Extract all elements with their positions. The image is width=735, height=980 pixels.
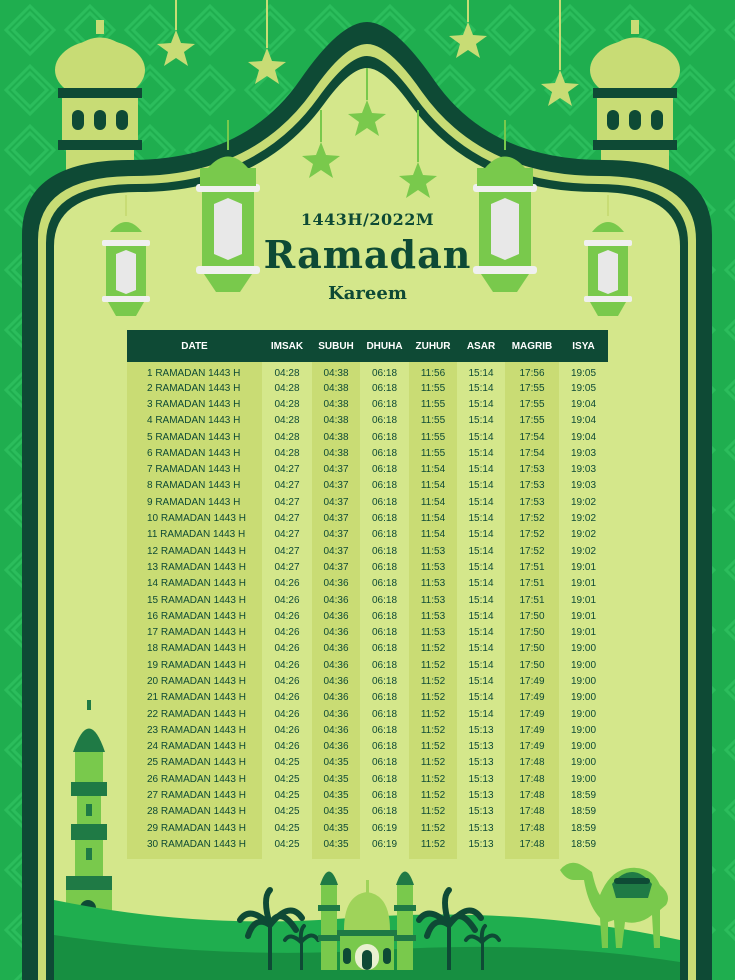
col-header-asar: ASAR bbox=[457, 330, 505, 362]
cell-asar: 15:14 bbox=[457, 527, 505, 543]
table-row bbox=[127, 755, 608, 771]
cell-subuh: 04:37 bbox=[312, 559, 360, 575]
cell-asar: 15:13 bbox=[457, 836, 505, 858]
cell-zuhur: 11:53 bbox=[409, 576, 457, 592]
cell-magrib: 17:50 bbox=[505, 608, 559, 624]
cell-magrib: 17:49 bbox=[505, 706, 559, 722]
cell-subuh: 04:37 bbox=[312, 510, 360, 526]
cell-date: 24 RAMADAN 1443 H bbox=[127, 739, 262, 755]
cell-subuh: 04:37 bbox=[312, 543, 360, 559]
cell-isya: 19:04 bbox=[559, 396, 608, 412]
cell-asar: 15:13 bbox=[457, 787, 505, 803]
star-icon bbox=[248, 0, 286, 84]
cell-zuhur: 11:52 bbox=[409, 771, 457, 787]
cell-asar: 15:13 bbox=[457, 739, 505, 755]
cell-isya: 19:04 bbox=[559, 429, 608, 445]
table-row bbox=[127, 380, 608, 396]
cell-zuhur: 11:52 bbox=[409, 690, 457, 706]
table-row bbox=[127, 576, 608, 592]
cell-isya: 19:00 bbox=[559, 641, 608, 657]
cell-zuhur: 11:54 bbox=[409, 461, 457, 477]
cell-subuh: 04:36 bbox=[312, 657, 360, 673]
cell-date: 9 RAMADAN 1443 H bbox=[127, 494, 262, 510]
cell-dhuha: 06:18 bbox=[360, 624, 409, 640]
cell-asar: 15:14 bbox=[457, 461, 505, 477]
cell-zuhur: 11:52 bbox=[409, 836, 457, 858]
cell-zuhur: 11:55 bbox=[409, 429, 457, 445]
cell-isya: 19:00 bbox=[559, 706, 608, 722]
cell-subuh: 04:35 bbox=[312, 771, 360, 787]
cell-subuh: 04:38 bbox=[312, 380, 360, 396]
cell-dhuha: 06:18 bbox=[360, 413, 409, 429]
cell-magrib: 17:54 bbox=[505, 429, 559, 445]
cell-date: 30 RAMADAN 1443 H bbox=[127, 836, 262, 858]
cell-asar: 15:14 bbox=[457, 624, 505, 640]
col-header-isya: ISYA bbox=[559, 330, 608, 362]
cell-date: 18 RAMADAN 1443 H bbox=[127, 641, 262, 657]
col-header-dhuha: DHUHA bbox=[360, 330, 409, 362]
page-subtitle: Kareem bbox=[328, 283, 407, 304]
cell-date: 25 RAMADAN 1443 H bbox=[127, 755, 262, 771]
table-header-row bbox=[127, 330, 608, 362]
cell-asar: 15:13 bbox=[457, 804, 505, 820]
cell-imsak: 04:28 bbox=[262, 413, 312, 429]
cell-asar: 15:14 bbox=[457, 445, 505, 461]
cell-zuhur: 11:55 bbox=[409, 396, 457, 412]
cell-dhuha: 06:18 bbox=[360, 706, 409, 722]
cell-asar: 15:14 bbox=[457, 706, 505, 722]
cell-subuh: 04:36 bbox=[312, 722, 360, 738]
cell-dhuha: 06:18 bbox=[360, 527, 409, 543]
cell-magrib: 17:49 bbox=[505, 673, 559, 689]
table-row bbox=[127, 413, 608, 429]
cell-subuh: 04:36 bbox=[312, 706, 360, 722]
cell-isya: 19:00 bbox=[559, 657, 608, 673]
cell-date: 23 RAMADAN 1443 H bbox=[127, 722, 262, 738]
cell-dhuha: 06:18 bbox=[360, 722, 409, 738]
cell-date: 21 RAMADAN 1443 H bbox=[127, 690, 262, 706]
star-icon bbox=[157, 0, 195, 66]
cell-imsak: 04:26 bbox=[262, 592, 312, 608]
cell-zuhur: 11:55 bbox=[409, 413, 457, 429]
cell-subuh: 04:37 bbox=[312, 461, 360, 477]
cell-magrib: 17:55 bbox=[505, 396, 559, 412]
cell-date: 13 RAMADAN 1443 H bbox=[127, 559, 262, 575]
cell-magrib: 17:51 bbox=[505, 592, 559, 608]
cell-dhuha: 06:18 bbox=[360, 755, 409, 771]
cell-subuh: 04:38 bbox=[312, 445, 360, 461]
cell-imsak: 04:28 bbox=[262, 396, 312, 412]
cell-date: 26 RAMADAN 1443 H bbox=[127, 771, 262, 787]
cell-subuh: 04:36 bbox=[312, 576, 360, 592]
cell-isya: 19:00 bbox=[559, 771, 608, 787]
cell-zuhur: 11:53 bbox=[409, 592, 457, 608]
cell-zuhur: 11:52 bbox=[409, 673, 457, 689]
cell-dhuha: 06:18 bbox=[360, 510, 409, 526]
cell-asar: 15:14 bbox=[457, 478, 505, 494]
cell-isya: 19:02 bbox=[559, 527, 608, 543]
cell-magrib: 17:52 bbox=[505, 527, 559, 543]
cell-asar: 15:14 bbox=[457, 510, 505, 526]
cell-imsak: 04:28 bbox=[262, 362, 312, 380]
cell-date: 11 RAMADAN 1443 H bbox=[127, 527, 262, 543]
cell-zuhur: 11:52 bbox=[409, 820, 457, 836]
cell-isya: 18:59 bbox=[559, 836, 608, 858]
cell-isya: 19:01 bbox=[559, 592, 608, 608]
cell-zuhur: 11:56 bbox=[409, 362, 457, 380]
cell-isya: 19:00 bbox=[559, 690, 608, 706]
cell-zuhur: 11:55 bbox=[409, 380, 457, 396]
cell-imsak: 04:26 bbox=[262, 657, 312, 673]
cell-imsak: 04:26 bbox=[262, 576, 312, 592]
table-row bbox=[127, 787, 608, 803]
cell-isya: 19:02 bbox=[559, 494, 608, 510]
cell-dhuha: 06:18 bbox=[360, 592, 409, 608]
cell-subuh: 04:36 bbox=[312, 608, 360, 624]
cell-isya: 19:02 bbox=[559, 543, 608, 559]
cell-imsak: 04:26 bbox=[262, 673, 312, 689]
cell-date: 7 RAMADAN 1443 H bbox=[127, 461, 262, 477]
cell-dhuha: 06:18 bbox=[360, 362, 409, 380]
cell-asar: 15:14 bbox=[457, 592, 505, 608]
cell-imsak: 04:28 bbox=[262, 380, 312, 396]
cell-date: 22 RAMADAN 1443 H bbox=[127, 706, 262, 722]
cell-date: 29 RAMADAN 1443 H bbox=[127, 820, 262, 836]
cell-magrib: 17:49 bbox=[505, 739, 559, 755]
cell-date: 8 RAMADAN 1443 H bbox=[127, 478, 262, 494]
cell-dhuha: 06:18 bbox=[360, 641, 409, 657]
cell-zuhur: 11:52 bbox=[409, 641, 457, 657]
cell-zuhur: 11:52 bbox=[409, 755, 457, 771]
page-title: Ramadan bbox=[263, 232, 472, 277]
col-header-magrib: MAGRIB bbox=[505, 330, 559, 362]
cell-dhuha: 06:18 bbox=[360, 673, 409, 689]
cell-subuh: 04:35 bbox=[312, 836, 360, 858]
cell-subuh: 04:38 bbox=[312, 362, 360, 380]
cell-asar: 15:14 bbox=[457, 690, 505, 706]
star-icon bbox=[449, 0, 487, 58]
col-header-imsak: IMSAK bbox=[262, 330, 312, 362]
cell-zuhur: 11:52 bbox=[409, 706, 457, 722]
cell-asar: 15:14 bbox=[457, 673, 505, 689]
cell-imsak: 04:27 bbox=[262, 559, 312, 575]
table-row bbox=[127, 461, 608, 477]
table-row bbox=[127, 771, 608, 787]
hijri-year: 1443H/2022M bbox=[300, 210, 435, 229]
cell-imsak: 04:25 bbox=[262, 771, 312, 787]
cell-date: 10 RAMADAN 1443 H bbox=[127, 510, 262, 526]
cell-dhuha: 06:18 bbox=[360, 396, 409, 412]
cell-subuh: 04:38 bbox=[312, 429, 360, 445]
cell-dhuha: 06:18 bbox=[360, 657, 409, 673]
cell-imsak: 04:25 bbox=[262, 836, 312, 858]
cell-zuhur: 11:53 bbox=[409, 543, 457, 559]
cell-asar: 15:14 bbox=[457, 559, 505, 575]
cell-date: 16 RAMADAN 1443 H bbox=[127, 608, 262, 624]
table-row bbox=[127, 706, 608, 722]
cell-asar: 15:14 bbox=[457, 576, 505, 592]
cell-imsak: 04:27 bbox=[262, 543, 312, 559]
cell-subuh: 04:37 bbox=[312, 494, 360, 510]
cell-imsak: 04:26 bbox=[262, 706, 312, 722]
cell-subuh: 04:36 bbox=[312, 739, 360, 755]
cell-dhuha: 06:18 bbox=[360, 543, 409, 559]
cell-subuh: 04:37 bbox=[312, 527, 360, 543]
cell-isya: 19:03 bbox=[559, 478, 608, 494]
cell-date: 28 RAMADAN 1443 H bbox=[127, 804, 262, 820]
cell-isya: 19:01 bbox=[559, 559, 608, 575]
cell-dhuha: 06:18 bbox=[360, 608, 409, 624]
mosque-icon bbox=[318, 872, 416, 971]
cell-asar: 15:14 bbox=[457, 396, 505, 412]
cell-asar: 15:13 bbox=[457, 771, 505, 787]
cell-dhuha: 06:18 bbox=[360, 380, 409, 396]
cell-asar: 15:13 bbox=[457, 755, 505, 771]
cell-date: 6 RAMADAN 1443 H bbox=[127, 445, 262, 461]
cell-zuhur: 11:55 bbox=[409, 445, 457, 461]
cell-isya: 19:00 bbox=[559, 673, 608, 689]
table-row bbox=[127, 836, 608, 858]
cell-magrib: 17:52 bbox=[505, 510, 559, 526]
cell-magrib: 17:55 bbox=[505, 413, 559, 429]
table-row bbox=[127, 543, 608, 559]
cell-dhuha: 06:18 bbox=[360, 559, 409, 575]
cell-imsak: 04:26 bbox=[262, 690, 312, 706]
cell-dhuha: 06:18 bbox=[360, 787, 409, 803]
cell-date: 20 RAMADAN 1443 H bbox=[127, 673, 262, 689]
table-row bbox=[127, 739, 608, 755]
cell-magrib: 17:51 bbox=[505, 559, 559, 575]
cell-dhuha: 06:18 bbox=[360, 576, 409, 592]
cell-imsak: 04:26 bbox=[262, 641, 312, 657]
cell-isya: 19:00 bbox=[559, 722, 608, 738]
cell-subuh: 04:38 bbox=[312, 413, 360, 429]
cell-magrib: 17:55 bbox=[505, 380, 559, 396]
cell-asar: 15:13 bbox=[457, 722, 505, 738]
cell-magrib: 17:54 bbox=[505, 445, 559, 461]
cell-subuh: 04:35 bbox=[312, 804, 360, 820]
cell-magrib: 17:56 bbox=[505, 362, 559, 380]
cell-subuh: 04:37 bbox=[312, 478, 360, 494]
cell-isya: 19:05 bbox=[559, 380, 608, 396]
cell-isya: 19:00 bbox=[559, 755, 608, 771]
cell-subuh: 04:35 bbox=[312, 787, 360, 803]
table-row bbox=[127, 510, 608, 526]
cell-imsak: 04:27 bbox=[262, 461, 312, 477]
cell-dhuha: 06:19 bbox=[360, 836, 409, 858]
cell-zuhur: 11:53 bbox=[409, 559, 457, 575]
table-row bbox=[127, 722, 608, 738]
cell-isya: 19:05 bbox=[559, 362, 608, 380]
table-row bbox=[127, 641, 608, 657]
table-row bbox=[127, 673, 608, 689]
cell-date: 27 RAMADAN 1443 H bbox=[127, 787, 262, 803]
cell-date: 1 RAMADAN 1443 H bbox=[127, 362, 262, 380]
cell-dhuha: 06:18 bbox=[360, 690, 409, 706]
cell-isya: 18:59 bbox=[559, 787, 608, 803]
col-header-zuhur: ZUHUR bbox=[409, 330, 457, 362]
cell-isya: 19:03 bbox=[559, 445, 608, 461]
cell-dhuha: 06:18 bbox=[360, 494, 409, 510]
cell-asar: 15:14 bbox=[457, 429, 505, 445]
cell-zuhur: 11:52 bbox=[409, 787, 457, 803]
cell-date: 17 RAMADAN 1443 H bbox=[127, 624, 262, 640]
cell-magrib: 17:53 bbox=[505, 494, 559, 510]
cell-isya: 19:04 bbox=[559, 413, 608, 429]
cell-subuh: 04:35 bbox=[312, 820, 360, 836]
cell-isya: 19:01 bbox=[559, 608, 608, 624]
cell-subuh: 04:36 bbox=[312, 690, 360, 706]
cell-isya: 19:03 bbox=[559, 461, 608, 477]
cell-isya: 18:59 bbox=[559, 804, 608, 820]
cell-magrib: 17:50 bbox=[505, 641, 559, 657]
cell-imsak: 04:25 bbox=[262, 820, 312, 836]
table-row bbox=[127, 820, 608, 836]
cell-magrib: 17:48 bbox=[505, 787, 559, 803]
table-row bbox=[127, 690, 608, 706]
table-row bbox=[127, 445, 608, 461]
cell-asar: 15:14 bbox=[457, 380, 505, 396]
cell-date: 19 RAMADAN 1443 H bbox=[127, 657, 262, 673]
col-header-subuh: SUBUH bbox=[312, 330, 360, 362]
cell-imsak: 04:28 bbox=[262, 445, 312, 461]
cell-asar: 15:14 bbox=[457, 413, 505, 429]
cell-asar: 15:14 bbox=[457, 494, 505, 510]
prayer-schedule-table bbox=[127, 330, 608, 859]
table-row bbox=[127, 592, 608, 608]
cell-zuhur: 11:54 bbox=[409, 494, 457, 510]
cell-date: 12 RAMADAN 1443 H bbox=[127, 543, 262, 559]
cell-date: 5 RAMADAN 1443 H bbox=[127, 429, 262, 445]
table-row bbox=[127, 657, 608, 673]
table-row bbox=[127, 527, 608, 543]
cell-imsak: 04:27 bbox=[262, 478, 312, 494]
cell-imsak: 04:25 bbox=[262, 787, 312, 803]
cell-imsak: 04:25 bbox=[262, 804, 312, 820]
cell-asar: 15:14 bbox=[457, 362, 505, 380]
cell-asar: 15:14 bbox=[457, 657, 505, 673]
cell-date: 15 RAMADAN 1443 H bbox=[127, 592, 262, 608]
cell-magrib: 17:53 bbox=[505, 461, 559, 477]
cell-magrib: 17:50 bbox=[505, 657, 559, 673]
cell-isya: 19:00 bbox=[559, 739, 608, 755]
cell-subuh: 04:36 bbox=[312, 673, 360, 689]
cell-zuhur: 11:52 bbox=[409, 722, 457, 738]
cell-dhuha: 06:18 bbox=[360, 804, 409, 820]
cell-date: 4 RAMADAN 1443 H bbox=[127, 413, 262, 429]
table-row bbox=[127, 429, 608, 445]
cell-zuhur: 11:54 bbox=[409, 510, 457, 526]
cell-magrib: 17:52 bbox=[505, 543, 559, 559]
cell-magrib: 17:48 bbox=[505, 771, 559, 787]
cell-magrib: 17:48 bbox=[505, 820, 559, 836]
cell-imsak: 04:26 bbox=[262, 739, 312, 755]
cell-subuh: 04:35 bbox=[312, 755, 360, 771]
star-icon bbox=[541, 0, 579, 106]
cell-date: 3 RAMADAN 1443 H bbox=[127, 396, 262, 412]
table-row bbox=[127, 804, 608, 820]
cell-zuhur: 11:53 bbox=[409, 624, 457, 640]
cell-dhuha: 06:19 bbox=[360, 820, 409, 836]
cell-dhuha: 06:18 bbox=[360, 445, 409, 461]
cell-zuhur: 11:52 bbox=[409, 739, 457, 755]
cell-magrib: 17:49 bbox=[505, 690, 559, 706]
cell-zuhur: 11:52 bbox=[409, 657, 457, 673]
cell-isya: 18:59 bbox=[559, 820, 608, 836]
cell-asar: 15:13 bbox=[457, 820, 505, 836]
table-row bbox=[127, 559, 608, 575]
cell-subuh: 04:38 bbox=[312, 396, 360, 412]
cell-zuhur: 11:53 bbox=[409, 608, 457, 624]
cell-subuh: 04:36 bbox=[312, 641, 360, 657]
cell-dhuha: 06:18 bbox=[360, 461, 409, 477]
cell-imsak: 04:28 bbox=[262, 429, 312, 445]
cell-imsak: 04:26 bbox=[262, 722, 312, 738]
table-row bbox=[127, 624, 608, 640]
cell-imsak: 04:27 bbox=[262, 494, 312, 510]
cell-date: 2 RAMADAN 1443 H bbox=[127, 380, 262, 396]
cell-asar: 15:14 bbox=[457, 543, 505, 559]
cell-imsak: 04:27 bbox=[262, 527, 312, 543]
cell-magrib: 17:48 bbox=[505, 804, 559, 820]
table-row bbox=[127, 396, 608, 412]
table-body bbox=[127, 362, 608, 859]
cell-dhuha: 06:18 bbox=[360, 429, 409, 445]
cell-dhuha: 06:18 bbox=[360, 739, 409, 755]
cell-imsak: 04:26 bbox=[262, 624, 312, 640]
cell-zuhur: 11:52 bbox=[409, 804, 457, 820]
table-row bbox=[127, 608, 608, 624]
table-row bbox=[127, 362, 608, 380]
cell-asar: 15:14 bbox=[457, 641, 505, 657]
cell-date: 14 RAMADAN 1443 H bbox=[127, 576, 262, 592]
cell-dhuha: 06:18 bbox=[360, 771, 409, 787]
cell-magrib: 17:48 bbox=[505, 836, 559, 858]
table-row bbox=[127, 478, 608, 494]
cell-imsak: 04:27 bbox=[262, 510, 312, 526]
cell-imsak: 04:25 bbox=[262, 755, 312, 771]
cell-zuhur: 11:54 bbox=[409, 478, 457, 494]
cell-isya: 19:01 bbox=[559, 576, 608, 592]
cell-dhuha: 06:18 bbox=[360, 478, 409, 494]
col-header-date: DATE bbox=[127, 330, 262, 362]
cell-imsak: 04:26 bbox=[262, 608, 312, 624]
table-row bbox=[127, 494, 608, 510]
cell-isya: 19:02 bbox=[559, 510, 608, 526]
cell-magrib: 17:50 bbox=[505, 624, 559, 640]
cell-magrib: 17:51 bbox=[505, 576, 559, 592]
cell-asar: 15:14 bbox=[457, 608, 505, 624]
cell-subuh: 04:36 bbox=[312, 624, 360, 640]
cell-magrib: 17:49 bbox=[505, 722, 559, 738]
cell-isya: 19:01 bbox=[559, 624, 608, 640]
cell-magrib: 17:53 bbox=[505, 478, 559, 494]
cell-zuhur: 11:54 bbox=[409, 527, 457, 543]
cell-subuh: 04:36 bbox=[312, 592, 360, 608]
cell-magrib: 17:48 bbox=[505, 755, 559, 771]
